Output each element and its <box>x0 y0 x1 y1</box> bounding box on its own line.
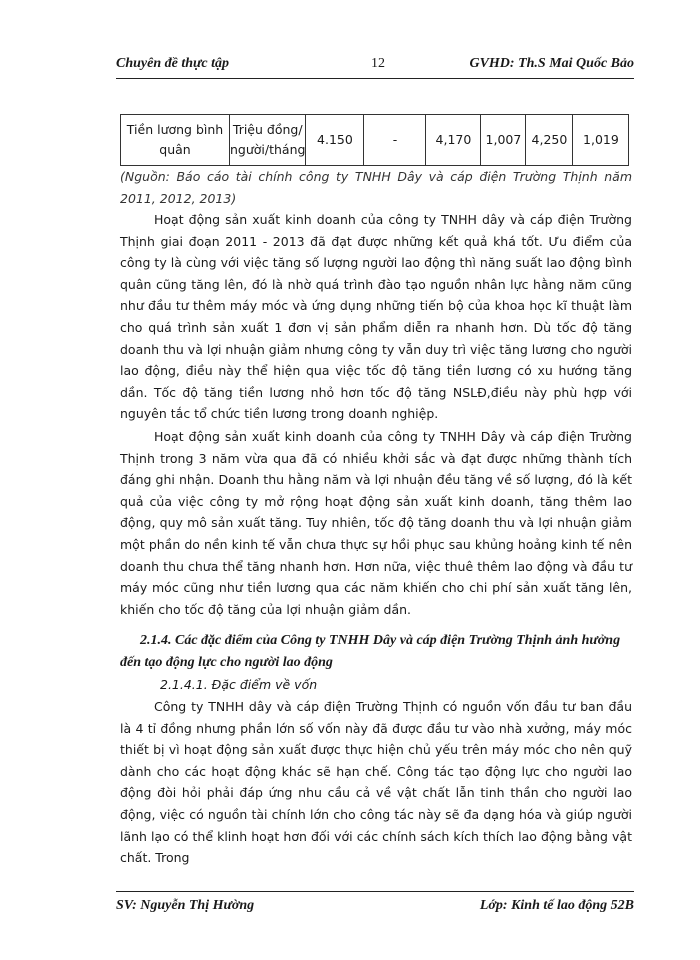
source-note: (Nguồn: Báo cáo tài chính công ty TNHH Dây và cáp điện Trường Thịnh năm 2011, 2012, 2013) <box>120 169 632 206</box>
table-cell-label: Tiền lương bình quân <box>121 115 230 166</box>
table-cell: 1,007 <box>481 115 526 166</box>
table-cell: - <box>364 115 426 166</box>
page-number: 12 <box>371 56 385 71</box>
header-title: Chuyên đề thực tập <box>116 56 230 71</box>
paragraph: Công ty TNHH dây và cáp điện Trường Thịnh có nguồn vốn đầu tư ban đầu là 4 tỉ đồng nhưng phần lớn số vốn này đã được đầu tư vào nhà xưởng, máy móc thiết bị vì hoạt động sản xuất được thực hiện chủ yếu trên máy móc cho nên quỹ dành cho các hoạt động khác sẽ hạn chế. Công tác tạo động lực cho người lao động đòi hỏi phải đáp ứng nhu cầu cả về vật chất lẫn tinh thần cho người lao động, việc có nguồn tài chính lớn cho công tác này sẽ đa dạng hóa và giúp người lãnh lạo có thể klinh hoạt hơn đối với các chính sách kích thích lao động bằng vật chất. Trong <box>120 699 632 866</box>
table-cell-unit: Triệu đồng/ người/tháng <box>230 115 306 166</box>
footer-class: Lớp: Kinh tế lao động 52B <box>479 898 634 913</box>
table-cell: 1,019 <box>573 115 629 166</box>
footer-student: SV: Nguyễn Thị Hường <box>116 898 255 913</box>
table-row <box>121 115 629 166</box>
header-supervisor: GVHD: Th.S Mai Quốc Bảo <box>469 56 634 71</box>
salary-table <box>120 114 629 166</box>
section-heading: 2.1.4. Các đặc điểm của Công ty TNHH Dây và cáp điện Trường Thịnh ảnh hưởng đến tạo động lực cho người lao động <box>120 633 621 670</box>
page-header <box>116 54 634 79</box>
table-cell: 4,250 <box>526 115 573 166</box>
subsection-heading: 2.1.4.1. Đặc điểm về vốn <box>160 677 318 692</box>
table-cell: 4,170 <box>426 115 481 166</box>
page-footer <box>116 891 634 918</box>
paragraph: Hoạt động sản xuất kinh doanh của công ty TNHH dây và cáp điện Trường Thịnh giai đoạn 2011 - 2013 đã đạt được những kết quả khá tốt. Ưu điểm của công ty là cùng với việc tăng số lượng người lao động thì năng suất lao động bình quân cũng tăng lên, đó là nhờ quá trình đào tạo nguồn nhân lực hằng năm cũng như đầu tư thêm máy móc và ứng dụng những tiến bộ của khoa học kĩ thuật làm cho quá trình sản xuất 1 đơn vị sản phẩm diễn ra nhanh hơn. Dù tốc độ tăng doanh thu và lợi nhuận giảm nhưng công ty vẫn duy trì việc tăng lương cho người lao động, điều này thể hiện qua việc tốc độ tăng tiền lương có xu hướng tăng dần. Tốc độ tăng tiền lương nhỏ hơn tốc độ tăng NSLĐ,điều này phù hợp với nguyên tắc tổ chức tiền lương trong doanh nghiệp. <box>120 212 632 422</box>
table-cell: 4.150 <box>306 115 364 166</box>
paragraph: Hoạt động sản xuất kinh doanh của công ty TNHH Dây và cáp điện Trường Thịnh trong 3 năm vừa qua đã có nhiều khởi sắc và đạt được những thành tích đáng ghi nhận. Doanh thu hằng năm và lợi nhuận đều tăng về số lượng, đó là kết quả của việc công ty mở rộng hoạt động sản xuất kinh doanh, tăng thêm lao động, quy mô sản xuất tăng. Tuy nhiên, tốc độ tăng doanh thu và lợi nhuận giảm một phần do nền kinh tế vẫn chưa thực sự hồi phục sau khủng hoảng kinh tế nên doanh thu chưa thể tăng nhanh hơn. Hơn nữa, việc thuê thêm lao động và đầu tư máy móc cũng như tiền lương qua các năm khiến cho chi phí sản xuất tăng lên, khiến cho tốc độ tăng của lợi nhuận giảm dần. <box>120 429 632 617</box>
